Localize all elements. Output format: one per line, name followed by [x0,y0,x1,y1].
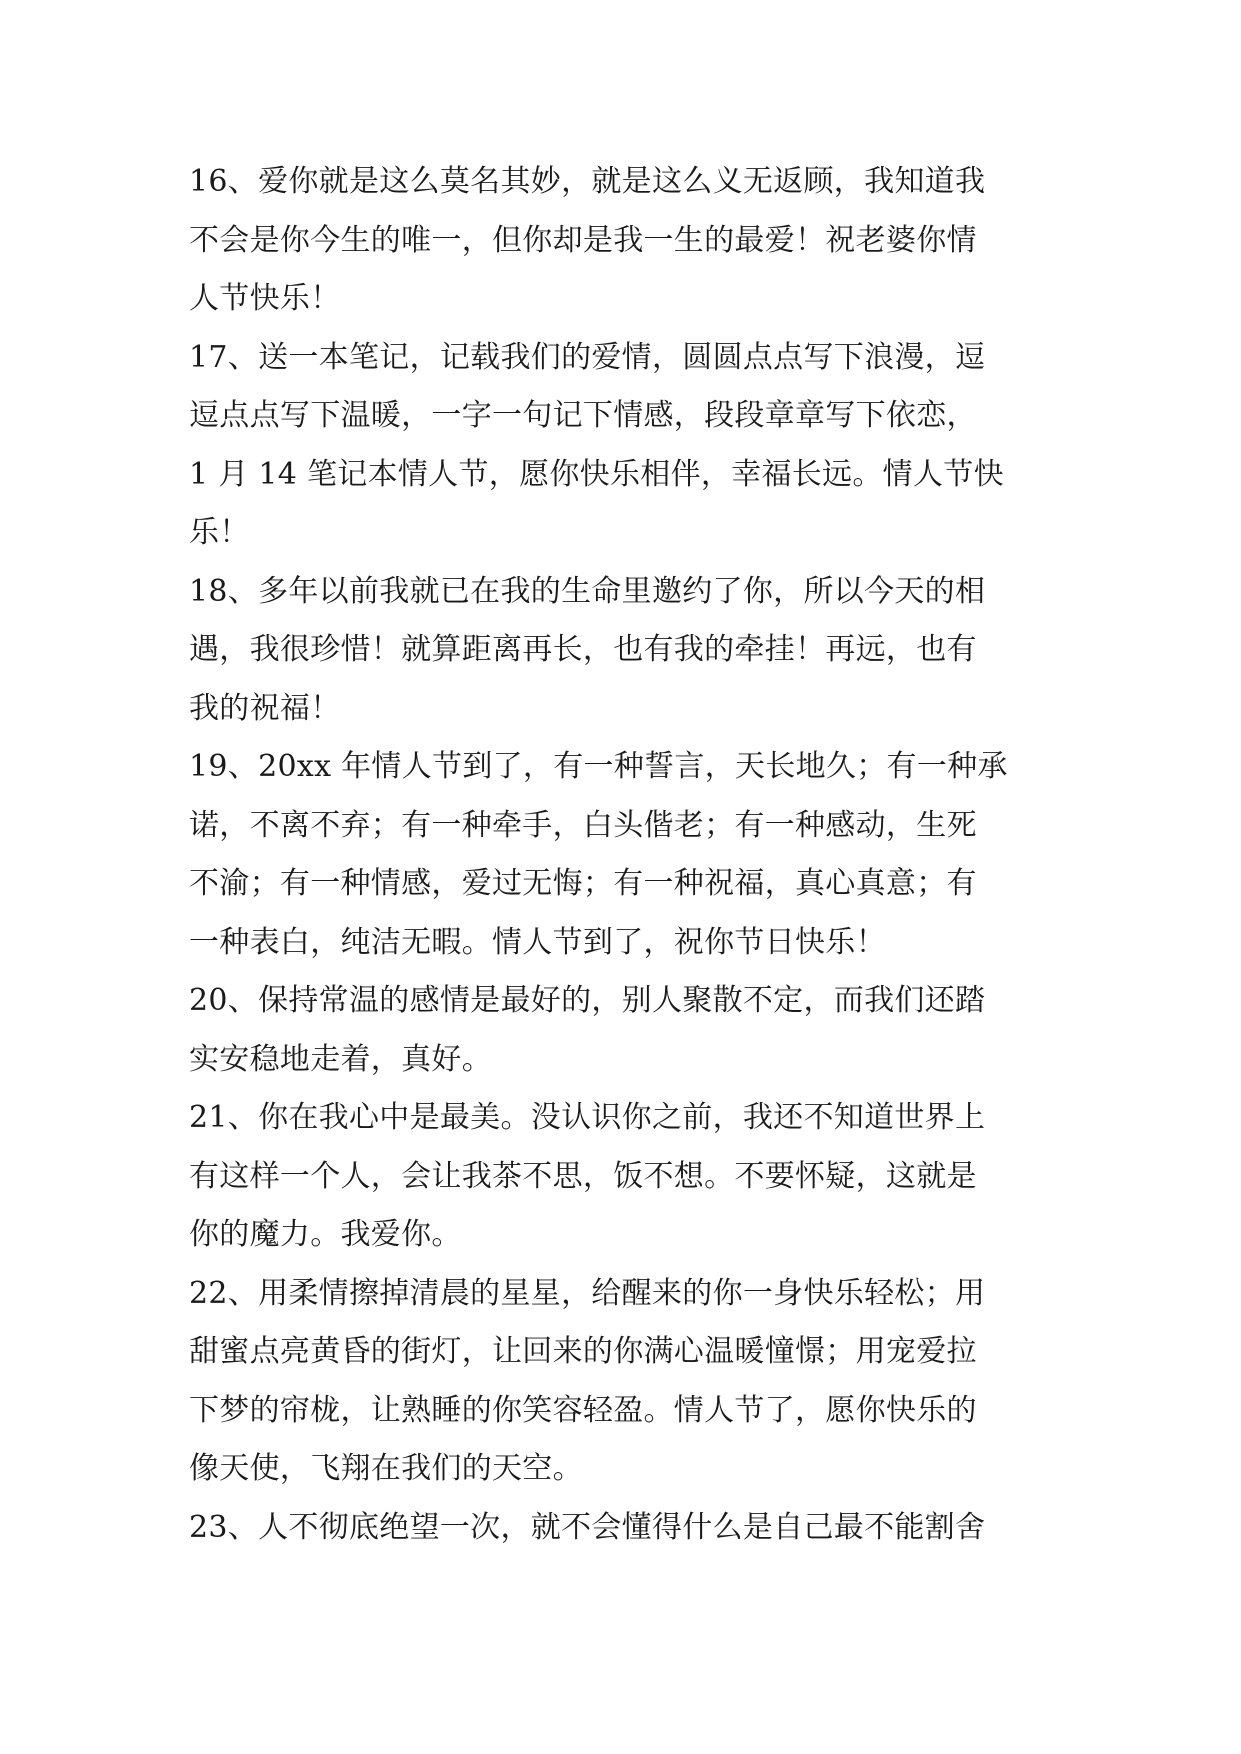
text-line: 遇，我很珍惜！就算距离再长，也有我的牵挂！再远，也有 [189,632,977,667]
text-line: 22、用柔情擦掉清晨的星星，给醒来的你一身快乐轻松；用 [189,1275,986,1311]
text-line: 不渝；有一种情感，爱过无悔；有一种祝福，真心真意；有 [189,866,977,901]
text-line: 有这样一个人，会让我茶不思，饭不想。不要怀疑，这就是 [189,1158,977,1194]
text-line: 你的魔力。我爱你。 [189,1217,462,1252]
text-line: 23、人不彻底绝望一次，就不会懂得什么是自己最不能割舍 [189,1509,986,1545]
text-line: 21、你在我心中是最美。没认识你之前，我还不知道世界上 [189,1100,986,1135]
text-line: 19、20xx 年情人节到了，有一种誓言，天长地久；有一种承 [189,749,1008,784]
document-body [189,153,1051,1557]
text-line: 人节快乐！ [189,281,341,316]
text-line: 逗点点写下温暖，一字一句记下情感，段段章章写下依恋， [189,398,977,433]
text-line: 不会是你今生的唯一，但你却是我一生的最爱！祝老婆你情 [189,222,977,258]
text-line: 诺，不离不弃；有一种牵手，白头偕老；有一种感动，生死 [189,807,977,843]
text-line: 1 月 14 笔记本情人节，愿你快乐相伴，幸福长远。情人节快 [189,456,1004,492]
text-line: 乐！ [189,515,250,550]
text-line: 一种表白，纯洁无暇。情人节到了，祝你节日快乐！ [189,924,886,960]
text-line: 我的祝福！ [189,690,341,726]
text-line: 下梦的帘栊，让熟睡的你笑容轻盈。情人节了，愿你快乐的 [189,1392,977,1428]
text-line: 像天使，飞翔在我们的天空。 [189,1451,583,1486]
text-line: 18、多年以前我就已在我的生命里邀约了你，所以今天的相 [189,573,986,609]
text-line: 17、送一本笔记，记载我们的爱情，圆圆点点写下浪漫，逗 [189,339,986,375]
text-line: 16、爱你就是这么莫名其妙，就是这么义无返顾，我知道我 [189,164,986,199]
text-line: 实安稳地走着，真好。 [189,1041,492,1077]
text-line: 20、保持常温的感情是最好的，别人聚散不定，而我们还踏 [189,983,986,1018]
text-line: 甜蜜点亮黄昏的街灯，让回来的你满心温暖憧憬；用宠爱拉 [189,1334,977,1369]
